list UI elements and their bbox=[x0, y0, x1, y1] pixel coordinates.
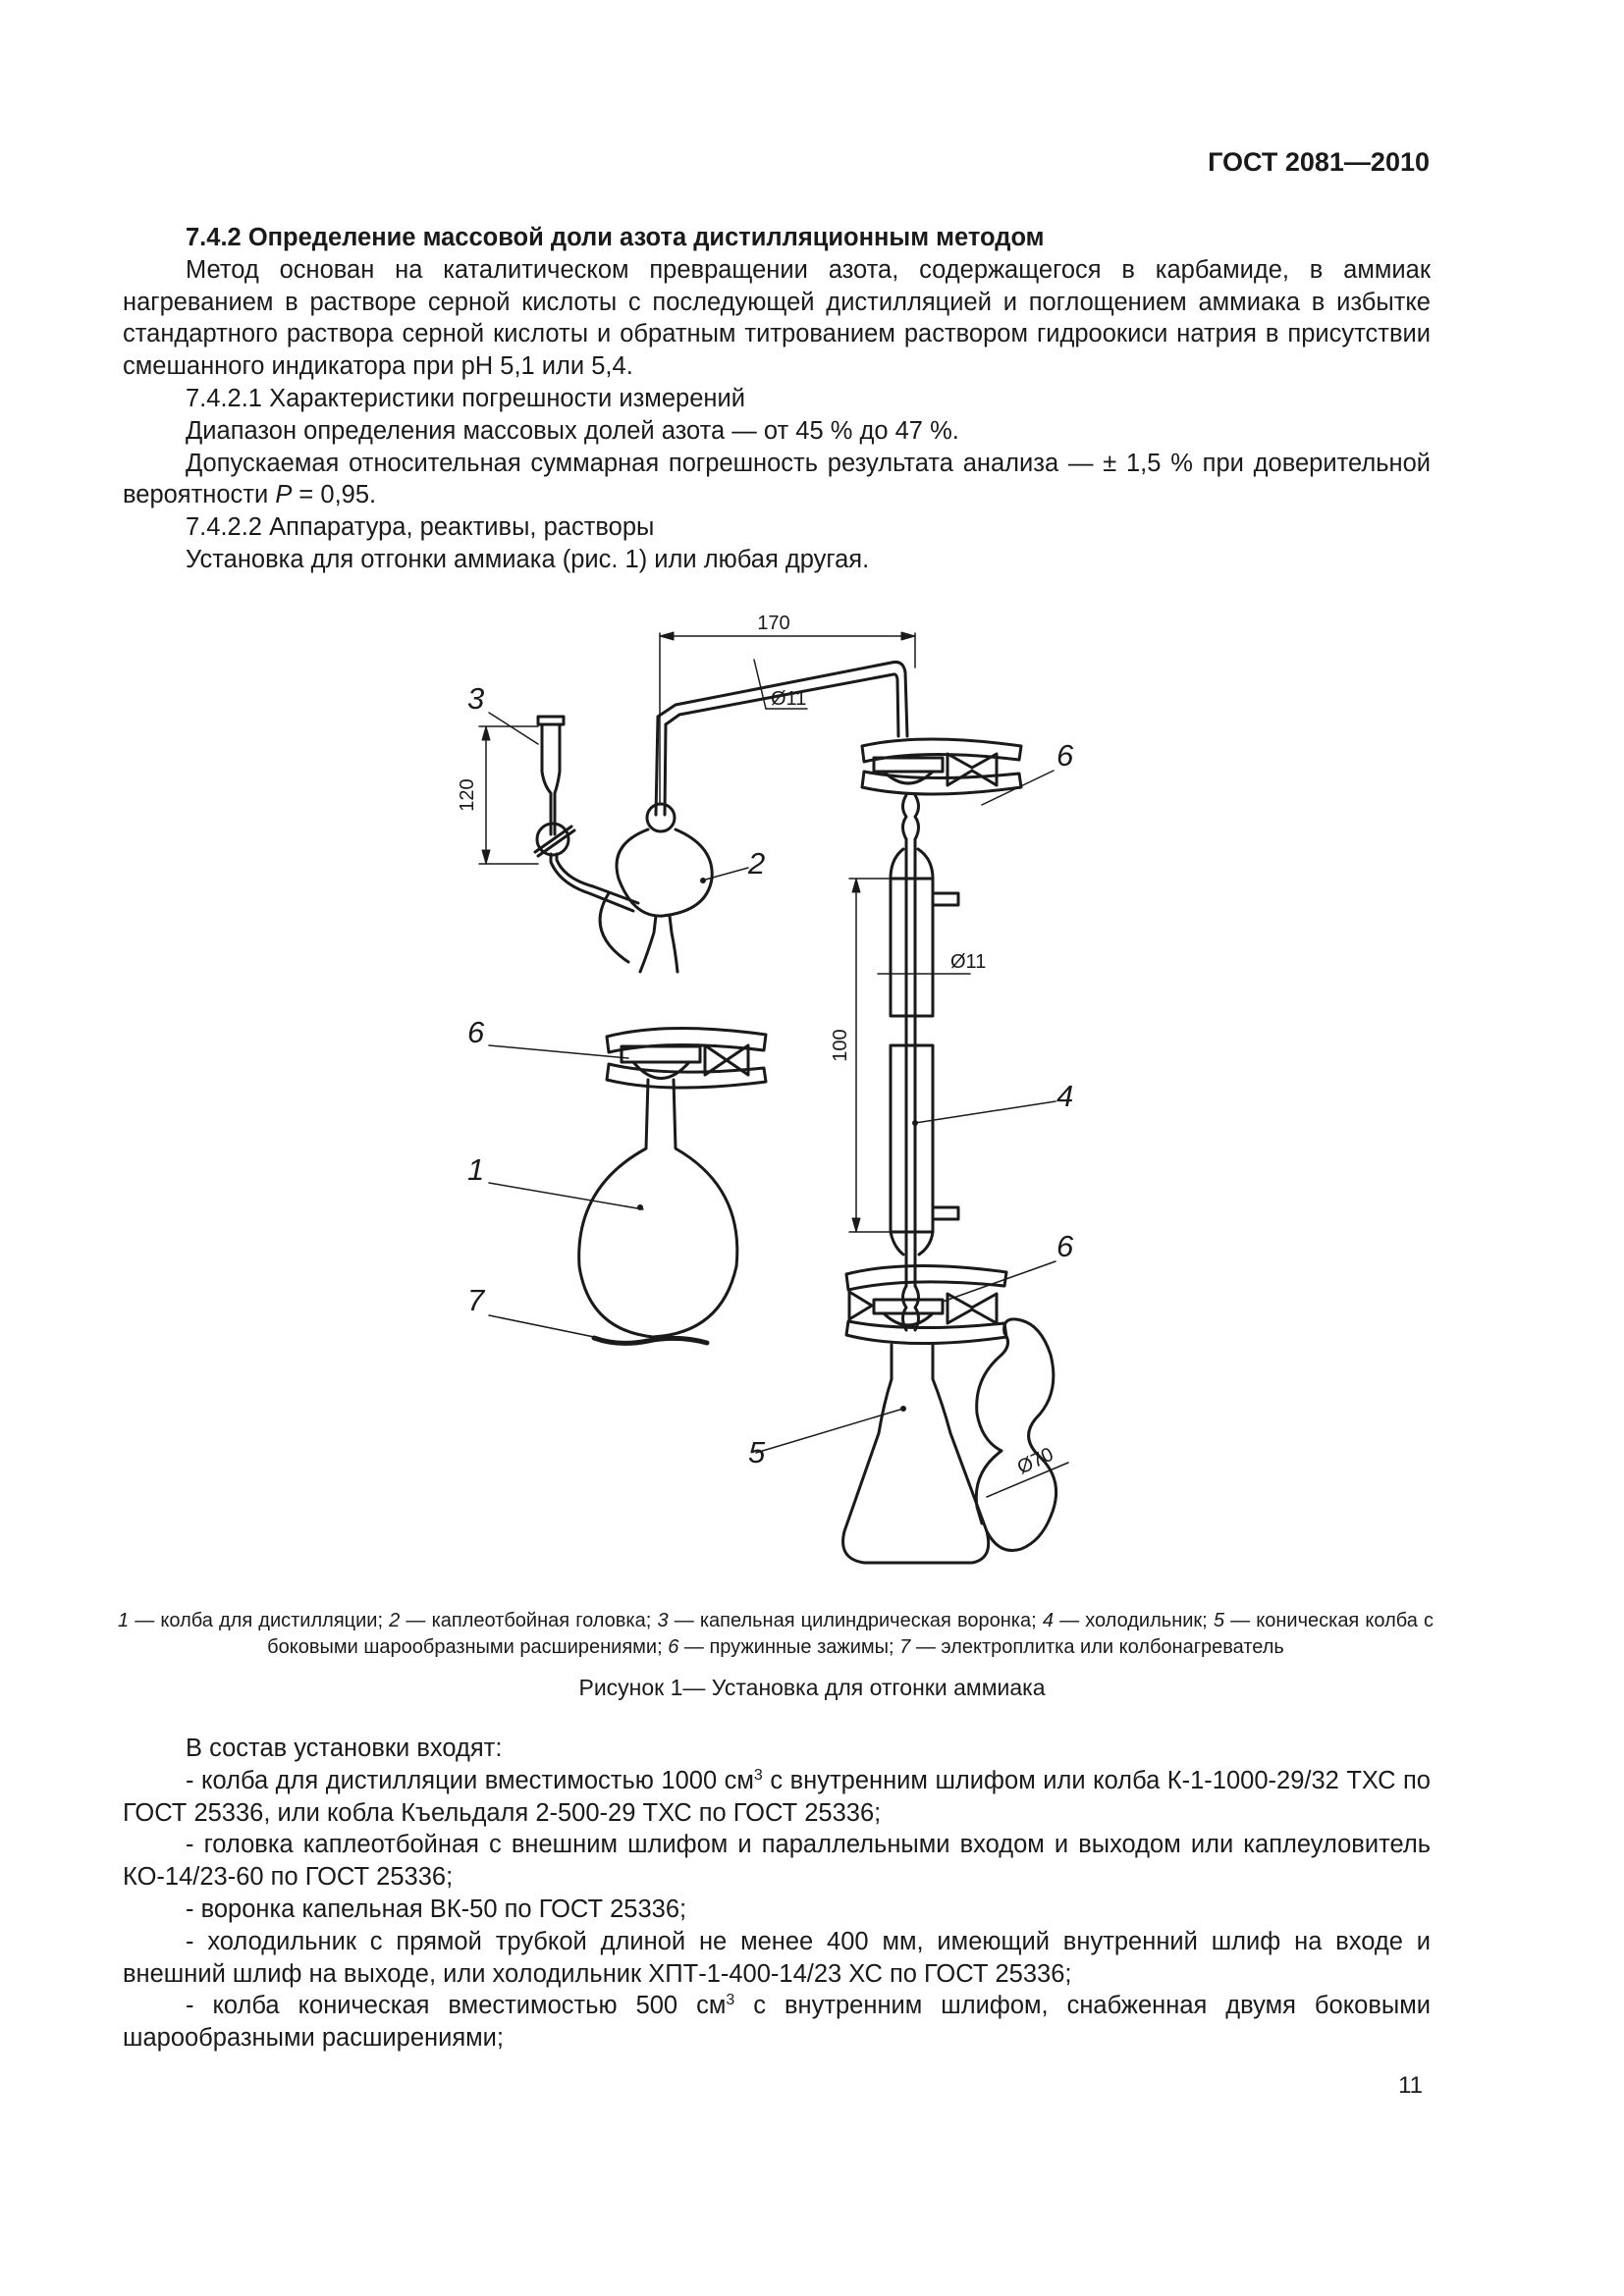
error-variable: P bbox=[275, 481, 293, 509]
label-6-bottom-right: 6 bbox=[1056, 1229, 1074, 1263]
apparatus-drawing bbox=[412, 599, 1178, 1590]
legend-num: 3 bbox=[657, 1610, 669, 1631]
label-2: 2 bbox=[748, 846, 766, 881]
section-intro: Метод основан на каталитическом превращении азота, содержащегося в карбамиде, в аммиак нагреванием в растворе серной кислоты с последующей дистилляцией и поглощением аммиака в избытке стандартного раствора серной кислоты и обратным титрованием раствором гидроокиси натрия в присутствии смешанного индикатора при pH 5,1 или 5,4. bbox=[123, 255, 1431, 381]
list-item: - головка каплеотбойная с внешним шлифом и параллельными входом и выходом или каплеуловитель КО-14/23-60 по ГОСТ 25336; bbox=[123, 1831, 1431, 1892]
list-item: - холодильник с прямой трубкой длиной не менее 400 мм, имеющий внутренний шлиф на входе и внешний шлиф на выходе, или холодильник ХПТ-1-400-14/23 ХС по ГОСТ 25336; bbox=[123, 1927, 1431, 1988]
list-item: - воронка капельная ВК-50 по ГОСТ 25336; bbox=[186, 1895, 687, 1923]
legend-text: — коническая колба с боковыми шарообразными расширениями; bbox=[267, 1610, 1434, 1658]
section-title: Определение массовой доли азота дистилляционным методом bbox=[247, 224, 1045, 251]
section-number: 7.4.2 bbox=[186, 224, 242, 251]
list-item-text: с внутренним шлифом или колба К-1-1000-29/32 ТХС по ГОСТ 25336, или кобла Къельдаля 2-500-29 ТХС по ГОСТ 25336; bbox=[123, 1766, 1431, 1827]
legend-text: — капельная цилиндрическая воронка; bbox=[668, 1610, 1043, 1631]
label-5: 5 bbox=[748, 1435, 766, 1469]
dim-dia-cond: Ø11 bbox=[950, 951, 987, 973]
range-text: Диапазон определения массовых долей азота — от 45 % до 47 %. bbox=[186, 416, 959, 445]
subsection-2-title: 7.4.2.2 Аппаратура, реактивы, растворы bbox=[186, 513, 655, 542]
section-text bbox=[123, 222, 1431, 576]
legend-num: 2 bbox=[389, 1610, 401, 1631]
legend-text: — холодильник; bbox=[1053, 1610, 1214, 1631]
dim-100: 100 bbox=[830, 1029, 851, 1062]
label-6-left: 6 bbox=[467, 1015, 485, 1049]
list-item bbox=[123, 1765, 1431, 1830]
label-1: 1 bbox=[467, 1152, 485, 1187]
legend-num: 5 bbox=[1213, 1610, 1224, 1631]
legend-text: — каплеотбойная головка; bbox=[400, 1610, 658, 1631]
error-text bbox=[123, 448, 1431, 512]
figure-caption: Рисунок 1— Установка для отгонки аммиака bbox=[578, 1675, 1046, 1700]
label-6-top-right: 6 bbox=[1056, 738, 1074, 773]
composition-list bbox=[123, 1765, 1431, 2055]
section-heading bbox=[123, 222, 1431, 254]
superscript: 3 bbox=[753, 1766, 763, 1784]
dim-dia-top: Ø11 bbox=[771, 688, 807, 710]
composition-intro: В состав установки входят: bbox=[186, 1735, 503, 1762]
list-item-text: - колба для дистилляции вместимостью 1000 см bbox=[186, 1766, 754, 1794]
figure-legend bbox=[118, 1608, 1434, 1661]
page-number: 11 bbox=[1398, 2072, 1423, 2099]
dim-120: 120 bbox=[457, 778, 478, 812]
error-value: = 0,95. bbox=[292, 481, 377, 509]
legend-text: — колба для дистилляции; bbox=[129, 1610, 390, 1631]
dim-170: 170 bbox=[757, 613, 790, 634]
superscript: 3 bbox=[726, 1992, 735, 2009]
list-item-text: - колба коническая вместимостью 500 см bbox=[186, 1992, 727, 2020]
label-4: 4 bbox=[1056, 1079, 1074, 1113]
legend-text: — электроплитка или колбонагреватель bbox=[910, 1636, 1284, 1658]
legend-num: 7 bbox=[899, 1636, 911, 1658]
dim-dia-bulb: Ø70 bbox=[1013, 1443, 1057, 1479]
legend-num: 6 bbox=[668, 1636, 679, 1658]
subsection-1-title: 7.4.2.1 Характеристики погрешности измерений bbox=[186, 384, 745, 412]
legend-text: — пружинные зажимы; bbox=[678, 1636, 900, 1658]
setup-text: Установка для отгонки аммиака (рис. 1) или любая другая. bbox=[186, 545, 870, 573]
label-7: 7 bbox=[467, 1283, 485, 1317]
list-item bbox=[123, 1990, 1431, 2055]
list-item-text: с внутренним шлифом, снабженная двумя боковыми шарообразными расширениями; bbox=[123, 1992, 1431, 2053]
legend-num: 4 bbox=[1042, 1610, 1054, 1631]
legend-num: 1 bbox=[118, 1610, 130, 1631]
apparatus-figure bbox=[412, 599, 1178, 1590]
error-text-main: Допускаемая относительная суммарная погрешность результата анализа — ± 1,5 % при доверительной вероятности bbox=[123, 449, 1431, 509]
composition-text bbox=[123, 1733, 1431, 2055]
document-header: ГОСТ 2081—2010 bbox=[1208, 147, 1430, 177]
label-3: 3 bbox=[467, 681, 485, 716]
